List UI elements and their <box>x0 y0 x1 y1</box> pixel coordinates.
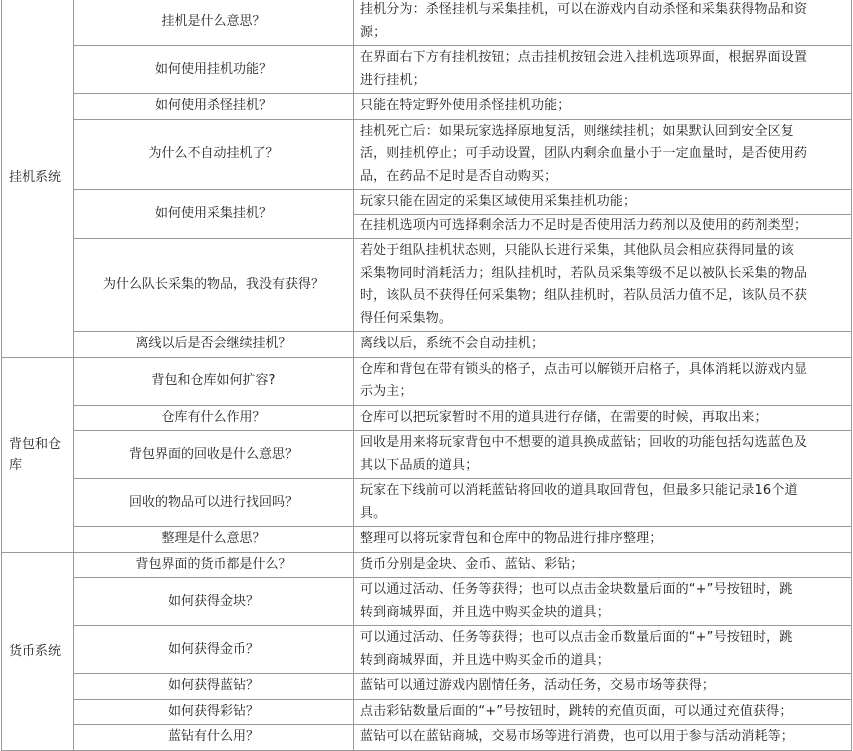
table-row <box>2 119 852 190</box>
answer-cell <box>354 0 852 46</box>
table-row <box>2 239 852 332</box>
question-cell: 挂机是什么意思？ <box>74 0 354 46</box>
answer-line: 挂机分为：杀怪挂机与采集挂机，可以在游戏内自动杀怪和采集获得物品和资 <box>360 2 808 17</box>
faq-table-body <box>2 0 852 750</box>
answer-cell <box>354 119 852 190</box>
answer-line: 挂机死亡后：如果玩家选择原地复活，则继续挂机；如果默认回到安全区复 <box>360 123 794 139</box>
question-cell: 离线以后是否会继续挂机？ <box>74 332 354 358</box>
table-row <box>2 190 852 239</box>
category-cell: 货币系统 <box>2 552 74 750</box>
question-cell: 如何获得彩钻？ <box>74 699 354 725</box>
answer-cell <box>354 479 852 527</box>
answer-cell <box>354 578 852 626</box>
answer-line: 具。 <box>360 505 387 521</box>
answer-line: 玩家只能在固定的采集区域使用采集挂机功能； <box>360 194 637 209</box>
table-row <box>2 332 852 358</box>
answer-line: 蓝钻可以通过游戏内剧情任务，活动任务，交易市场等获得； <box>360 678 716 693</box>
answer-line: 点击彩钻数量后面的“+”号按钮时，跳转的充值页面，可以通过充值获得； <box>360 703 793 719</box>
answer-line: 品，在药品不足时是否自动购买； <box>360 168 558 184</box>
answer-cell <box>354 527 852 553</box>
answer-cell <box>354 239 852 332</box>
answer-cell <box>354 405 852 431</box>
answer-line: 蓝钻可以在蓝钻商城，交易市场等进行消费，也可以用于参与活动消耗等； <box>360 729 794 744</box>
answer-cell <box>354 332 852 358</box>
table-row <box>2 699 852 725</box>
answer-cell <box>354 94 852 120</box>
question-cell: 回收的物品可以进行找回吗？ <box>74 479 354 527</box>
table-row <box>2 46 852 94</box>
table-row <box>2 674 852 700</box>
answer-line: 仓库和背包在带有锁头的格子，点击可以解锁开启格子，具体消耗以游戏内显 <box>360 361 808 377</box>
question-cell: 整理是什么意思？ <box>74 527 354 553</box>
category-cell: 挂机系统 <box>2 0 74 357</box>
answer-line: 示为主； <box>360 384 413 399</box>
answer-line: 活，则挂机停止；可手动设置，团队内剩余血量小于一定血量时，是否使用药 <box>360 146 808 161</box>
question-cell: 背包和仓库如何扩容? <box>74 357 354 405</box>
question-cell: 为什么队长采集的物品，我没有获得？ <box>74 239 354 332</box>
table-row <box>2 479 852 527</box>
answer-line: 转到商城界面，并且选中购买金币的道具； <box>360 652 610 668</box>
question-cell: 如何获得金币？ <box>74 626 354 674</box>
question-cell: 如何获得蓝钻？ <box>74 674 354 700</box>
answer-line: 离线以后，系统不会自动挂机； <box>360 336 545 351</box>
answer-line: 源； <box>360 24 387 40</box>
answer-line: 可以通过活动、任务等获得；也可以点击金块数量后面的“+”号按钮时，跳 <box>360 582 793 597</box>
question-cell: 如何使用挂机功能？ <box>74 46 354 94</box>
table-row <box>2 527 852 553</box>
answer-line: 转到商城界面，并且选中购买金块的道具； <box>360 604 610 620</box>
table-row <box>2 578 852 626</box>
table-row <box>2 725 852 751</box>
answer-line: 在界面右下方有挂机按钮；点击挂机按钮会进入挂机选项界面，根据界面设置 <box>360 50 808 65</box>
question-cell: 背包界面的货币都是什么？ <box>74 552 354 578</box>
table-row <box>2 552 852 578</box>
question-cell: 如何获得金块？ <box>74 578 354 626</box>
answer-line: 得任何采集物。 <box>360 310 453 326</box>
table-row <box>2 0 852 46</box>
answer-line: 时，该队员不获得任何采集物；组队挂机时，若队员活力值不足，该队员不获 <box>360 288 808 303</box>
answer-line: 货币分别是金块、金币、蓝钻、彩钻； <box>360 556 584 572</box>
table-row <box>2 405 852 431</box>
answer-line: 采集物同时消耗活力；组队挂机时，若队员采集等级不足以被队长采集的物品 <box>360 265 808 281</box>
answer-cell <box>354 190 852 239</box>
answer-line: 整理可以将玩家背包和仓库中的物品进行排序整理； <box>360 531 663 546</box>
answer-line: 回收是用来将玩家背包中不想要的道具换成蓝钻；回收的功能包括勾选蓝色及 <box>360 435 808 450</box>
category-cell: 背包和仓库 <box>2 357 74 552</box>
table-row <box>2 357 852 405</box>
question-cell: 背包界面的回收是什么意思？ <box>74 431 354 479</box>
answer-cell <box>354 431 852 479</box>
answer-line: 玩家在下线前可以消耗蓝钻将回收的道具取回背包，但最多只能记录16个道 <box>360 483 798 498</box>
question-cell: 蓝钻有什么用？ <box>74 725 354 751</box>
table-row <box>2 94 852 120</box>
question-cell: 如何使用采集挂机？ <box>74 190 354 239</box>
answer-cell <box>354 46 852 94</box>
answer-line: 可以通过活动、任务等获得；也可以点击金币数量后面的“+”号按钮时，跳 <box>360 630 793 645</box>
faq-table <box>1 0 852 751</box>
answer-line: 其以下品质的道具； <box>360 457 479 473</box>
question-cell: 仓库有什么作用？ <box>74 405 354 431</box>
answer-cell <box>354 699 852 725</box>
question-cell: 为什么不自动挂机了？ <box>74 119 354 190</box>
table-row <box>2 626 852 674</box>
answer-line: 进行挂机； <box>360 72 426 88</box>
answer-cell <box>354 552 852 578</box>
answer-cell <box>354 357 852 405</box>
answer-cell <box>354 725 852 751</box>
answer-line: 若处于组队挂机状态则，只能队长进行采集，其他队员会相应获得同量的该 <box>360 243 794 258</box>
table-row <box>2 431 852 479</box>
answer-cell <box>354 674 852 700</box>
answer-line: 仓库可以把玩家暂时不用的道具进行存储，在需要的时候，再取出来； <box>360 409 768 425</box>
question-cell: 如何使用杀怪挂机？ <box>74 94 354 120</box>
answer-cell <box>354 626 852 674</box>
answer-line: 在挂机选项内可选择剩余活力不足时是否使用活力药剂以及使用的药剂类型； <box>354 214 851 238</box>
answer-line: 只能在特定野外使用杀怪挂机功能； <box>360 98 571 113</box>
